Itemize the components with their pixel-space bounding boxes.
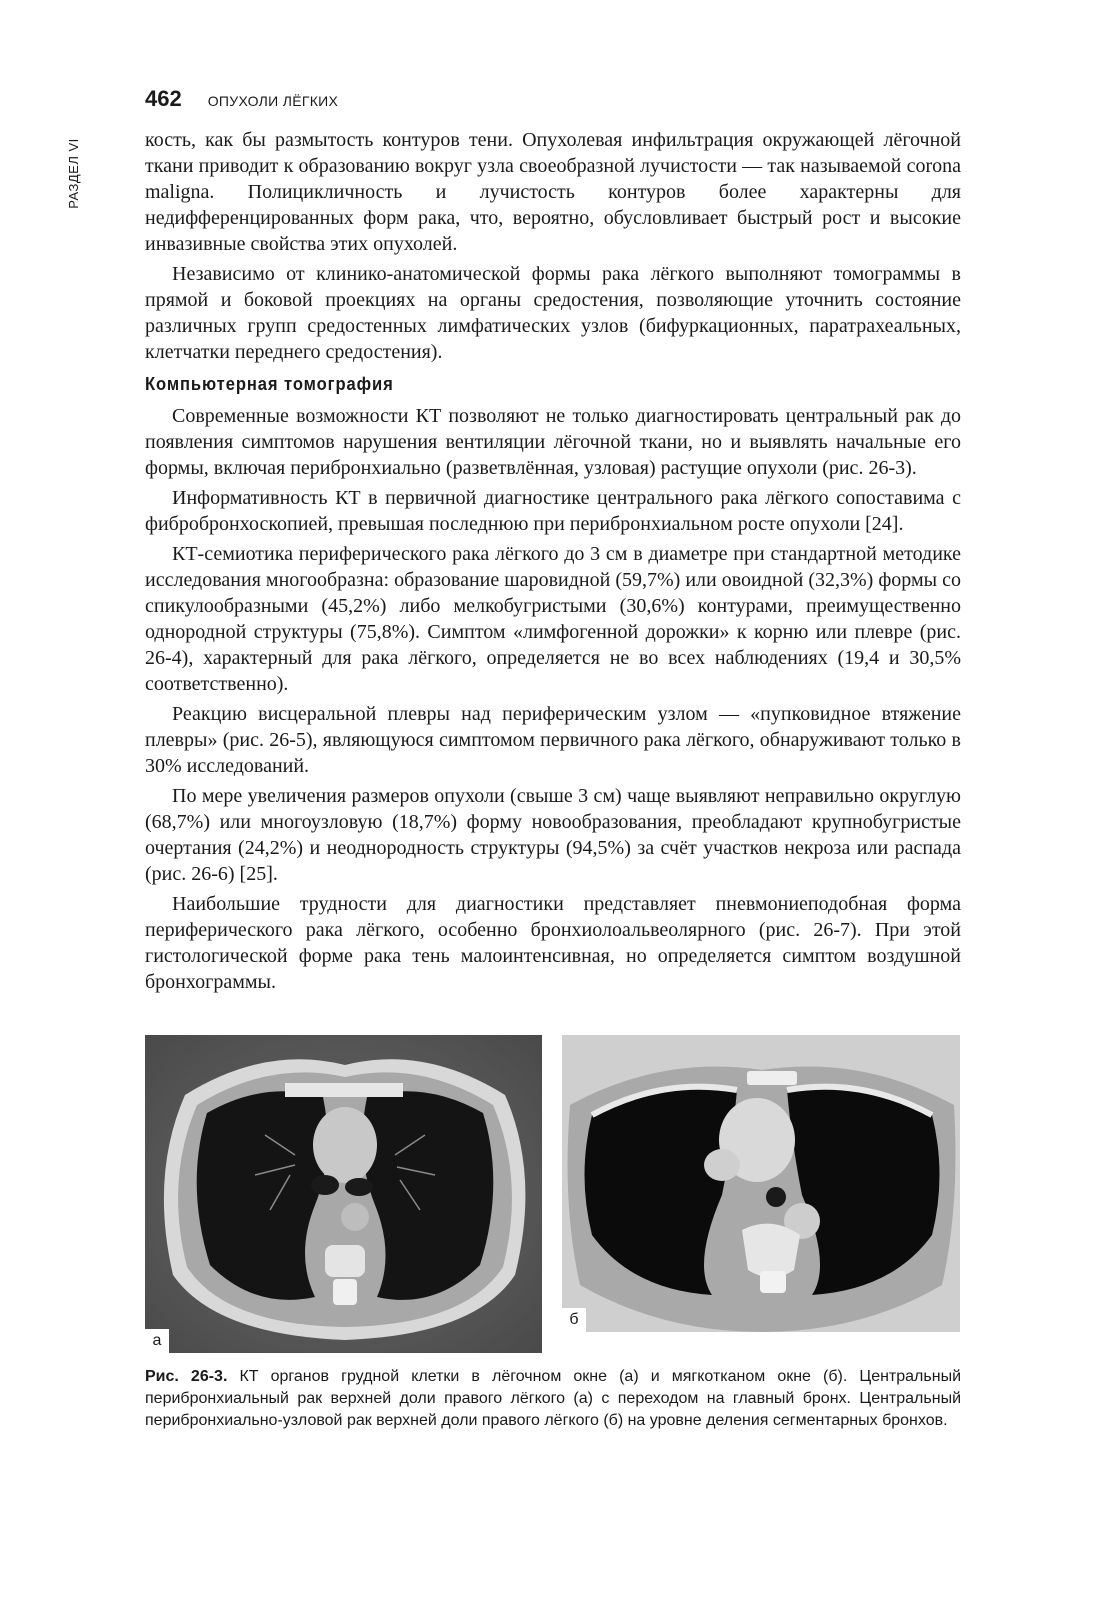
section-heading: Компьютерная томография: [145, 374, 394, 394]
paragraph: Информативность КТ в первичной диагностике центрального рака лёгкого сопоставима с фибробронхоскопией, превышая последнюю при перибронхиальном росте опухоли [24].: [145, 487, 961, 535]
ct-scan-b-illustration: [562, 1035, 960, 1332]
paragraph: Современные возможности КТ позволяют не только диагностировать центральный рак до появления симптомов нарушения вентиляции лёгочной ткани, но и выявлять начальные его формы, включая перибронхиально (разветвлённая, узловая) растущие опухоли (рис. 26-3).: [145, 405, 961, 479]
paragraph: Реакцию висцеральной плевры над периферическим узлом — «пупковидное втяжение плевры» (рис. 26-5), являющуюся симптомом первичного рака лёгкого, обнаруживают только в 30% исследований.: [145, 703, 961, 777]
figure-caption-label: Рис. 26-3.: [145, 1368, 228, 1385]
figure-label-a: а: [145, 1329, 169, 1353]
paragraph: Наибольшие трудности для диагностики представляет пневмониеподобная форма периферического рака лёгкого, особенно бронхиолоальвеолярного (рис. 26-7). При этой гистологической форме рака тень малоинтенсивная, но определяется симптом воздушной бронхограммы.: [145, 893, 961, 993]
figure-caption: [145, 1366, 961, 1432]
page-number: 462: [145, 86, 182, 111]
paragraph: КТ-семиотика периферического рака лёгкого до 3 см в диаметре при стандартной методике исследования многообразна: образование шаровидной (59,7%) или овоидной (32,3%) формы со спикулообразными (45,2%) либо мелкобугристыми (30,6%) контурами, преимущественно однородной структуры (75,8%). Симптом «лимфогенной дорожки» к корню или плевре (рис. 26-4), характерный для рака лёгкого, определяется не во всех наблюдениях (19,4 и 30,5% соответственно).: [145, 543, 961, 695]
figure-caption-text: КТ органов грудной клетки в лёгочном окне (а) и мягкотканом окне (б). Центральный перибронхиальный рак верхней доли правого лёгкого (а) с переходом на главный бронх. Центральный перибронхиально-узловой рак верхней доли правого лёгкого (б) на уровне деления сегментарных бронхов.: [145, 1368, 962, 1429]
paragraph: кость, как бы размытость контуров тени. Опухолевая инфильтрация окружающей лёгочной ткани приводит к образованию вокруг узла своеобразной лучистости — так называемой corona maligna. Полицикличность и лучистость контуров более характерны для недифференцированных форм рака, что, вероятно, обусловливает быстрый рост и высокие инвазивные свойства этих опухолей.: [145, 129, 961, 255]
body-text: [145, 127, 961, 999]
page-header: [145, 86, 338, 112]
running-head: ОПУХОЛИ ЛЁГКИХ: [207, 93, 339, 109]
paragraph: Независимо от клинико-анатомической формы рака лёгкого выполняют томограммы в прямой и боковой проекциях на органы средостения, позволяющие уточнить состояние различных групп средостенных лимфатических узлов (бифуркационных, паратрахеальных, клетчатки переднего средостения).: [145, 263, 961, 363]
ct-image-lung-window: [145, 1035, 542, 1353]
ct-scan-a-illustration: [145, 1035, 542, 1353]
paragraph: По мере увеличения размеров опухоли (свыше 3 см) чаще выявляют неправильно округлую (68,7%) или многоузловую (18,7%) форму новообразования, преобладают крупнобугристые очертания (24,2%) и неоднородность структуры (94,5%) за счёт участков некроза или распада (рис. 26-6) [25].: [145, 785, 961, 885]
figure-label-b: б: [562, 1308, 586, 1332]
section-side-label: РАЗДЕЛ VI: [65, 137, 81, 209]
ct-image-soft-tissue-window: [562, 1035, 960, 1332]
